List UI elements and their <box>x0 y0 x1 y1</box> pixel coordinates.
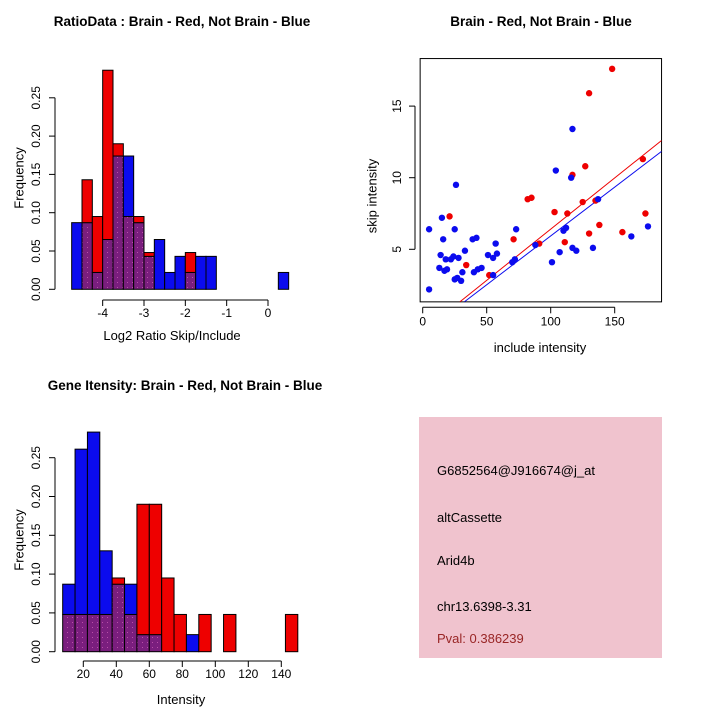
data-point <box>426 286 432 292</box>
svg-text:80: 80 <box>175 667 189 681</box>
data-point <box>642 210 648 216</box>
data-point <box>586 90 592 96</box>
hist-bar <box>123 217 133 290</box>
svg-text:0.25: 0.25 <box>29 86 43 110</box>
svg-text:0.00: 0.00 <box>29 640 43 664</box>
hist-bar <box>185 253 195 273</box>
svg-text:-4: -4 <box>97 306 109 320</box>
hist-bar <box>285 614 297 651</box>
data-point <box>596 222 602 228</box>
gene-name-text: Arid4b <box>437 553 475 568</box>
hist-bar <box>63 614 75 651</box>
data-point <box>580 199 586 205</box>
data-point <box>437 252 443 258</box>
gene-hist-title: Gene Itensity: Brain - Red, Not Brain - Blue <box>47 378 323 393</box>
hist-bar <box>113 144 123 156</box>
data-point <box>645 223 651 229</box>
svg-text:-2: -2 <box>179 306 191 320</box>
hist-bar <box>92 272 102 289</box>
svg-text:50: 50 <box>480 314 494 329</box>
svg-text:5: 5 <box>390 245 404 253</box>
hist-bar <box>144 256 154 289</box>
data-point <box>459 269 465 275</box>
hist-bar <box>162 578 174 652</box>
hist-bar <box>103 70 113 239</box>
svg-text:0.10: 0.10 <box>29 562 43 586</box>
scatter-title: Brain - Red, Not Brain - Blue <box>450 14 632 29</box>
svg-text:-1: -1 <box>221 306 233 320</box>
svg-text:0.00: 0.00 <box>29 277 43 301</box>
hist-bar <box>185 272 195 289</box>
data-point <box>562 239 568 245</box>
data-point <box>590 245 596 251</box>
svg-text:0.20: 0.20 <box>29 124 43 148</box>
svg-text:0.20: 0.20 <box>29 484 43 509</box>
hist-bar <box>134 223 144 290</box>
ratio-histogram <box>29 70 289 320</box>
data-point <box>582 163 588 169</box>
data-point <box>463 262 469 268</box>
hist-bar <box>165 272 175 289</box>
hist-bar <box>206 256 216 289</box>
hist-bar <box>75 614 87 651</box>
hist-bar <box>113 156 123 289</box>
hist-bar <box>112 584 124 652</box>
hist-bar <box>100 614 112 651</box>
data-point <box>510 236 516 242</box>
hist-bar <box>149 504 161 634</box>
gene-intensity-histogram <box>29 432 298 681</box>
ratio-hist-ylabel: Frequency <box>11 147 27 209</box>
svg-text:150: 150 <box>604 314 625 329</box>
probe-id-text: G6852564@J916674@j_at <box>437 463 595 478</box>
svg-text:20: 20 <box>76 667 90 681</box>
data-point <box>551 209 557 215</box>
data-point <box>560 227 566 233</box>
hist-bar <box>112 578 124 584</box>
hist-bar <box>125 584 137 614</box>
hist-bar <box>278 272 288 289</box>
data-point <box>619 229 625 235</box>
svg-text:10: 10 <box>390 171 404 185</box>
hist-bar <box>224 614 236 651</box>
data-point <box>440 236 446 242</box>
hist-bar <box>87 432 99 614</box>
data-point <box>478 265 484 271</box>
data-point <box>455 255 461 261</box>
hist-bar <box>125 614 137 651</box>
info-box <box>419 417 662 658</box>
event-type-text: altCassette <box>437 510 503 525</box>
data-point <box>454 275 460 281</box>
data-point <box>512 256 518 262</box>
hist-bar <box>72 223 82 290</box>
data-point <box>492 240 498 246</box>
svg-text:0: 0 <box>419 314 427 329</box>
data-point <box>473 235 479 241</box>
svg-text:0.25: 0.25 <box>29 446 43 470</box>
data-point <box>628 233 634 239</box>
svg-text:0.10: 0.10 <box>29 201 43 225</box>
hist-bar <box>149 635 161 652</box>
data-point <box>553 167 559 173</box>
hist-bar <box>137 504 149 634</box>
hist-bar <box>144 253 154 257</box>
hist-bar <box>137 635 149 652</box>
data-point <box>532 242 538 248</box>
hist-bar <box>175 256 185 289</box>
svg-text:-3: -3 <box>138 306 150 320</box>
svg-text:0.05: 0.05 <box>29 601 43 625</box>
gene-hist-xlabel: Intensity <box>156 692 206 707</box>
data-point <box>586 230 592 236</box>
data-point <box>452 226 458 232</box>
data-point <box>595 196 601 202</box>
ratio-hist-title: RatioData : Brain - Red, Not Brain - Blue <box>53 14 311 29</box>
data-point <box>490 272 496 278</box>
scatter-xlabel: include intensity <box>493 340 587 355</box>
svg-text:140: 140 <box>271 667 292 681</box>
data-point <box>444 266 450 272</box>
scatter-ylabel: skip intensity <box>364 158 380 234</box>
hist-bar <box>92 217 102 273</box>
data-point <box>573 248 579 254</box>
hist-bar <box>63 584 75 614</box>
data-point <box>462 248 468 254</box>
data-point <box>528 195 534 201</box>
data-point <box>569 126 575 132</box>
pval-text: Pval: 0.386239 <box>437 631 524 646</box>
data-point <box>549 259 555 265</box>
intensity-scatter <box>390 59 662 329</box>
hist-bar <box>154 240 164 290</box>
data-point <box>453 182 459 188</box>
hist-bar <box>123 156 133 217</box>
svg-text:15: 15 <box>390 99 404 113</box>
hist-bar <box>82 180 92 223</box>
chromosome-text: chr13.6398-3.31 <box>437 599 532 614</box>
ratio-hist-xlabel: Log2 Ratio Skip/Include <box>103 328 241 343</box>
svg-text:120: 120 <box>238 667 259 681</box>
hist-bar <box>82 223 92 290</box>
data-point <box>446 213 452 219</box>
data-point <box>494 250 500 256</box>
data-point <box>426 226 432 232</box>
data-point <box>556 249 562 255</box>
hist-bar <box>199 614 211 651</box>
svg-text:0: 0 <box>264 306 272 320</box>
hist-bar <box>134 217 144 223</box>
data-point <box>439 215 445 221</box>
data-point <box>609 66 615 72</box>
hist-bar <box>186 635 198 652</box>
svg-text:60: 60 <box>142 667 156 681</box>
svg-text:40: 40 <box>109 667 123 681</box>
gene-hist-ylabel: Frequency <box>11 509 27 571</box>
data-point <box>640 156 646 162</box>
hist-bar <box>75 449 87 614</box>
svg-text:0.05: 0.05 <box>29 239 43 263</box>
data-point <box>564 210 570 216</box>
hist-bar <box>103 240 113 290</box>
hist-bar <box>196 256 206 289</box>
data-point <box>568 175 574 181</box>
svg-text:0.15: 0.15 <box>29 523 43 547</box>
data-point <box>513 226 519 232</box>
svg-text:100: 100 <box>540 314 561 329</box>
hist-bar <box>87 614 99 651</box>
hist-bar <box>100 551 112 615</box>
svg-text:0.15: 0.15 <box>29 162 43 187</box>
hist-bar <box>174 614 186 651</box>
svg-text:100: 100 <box>205 667 226 681</box>
